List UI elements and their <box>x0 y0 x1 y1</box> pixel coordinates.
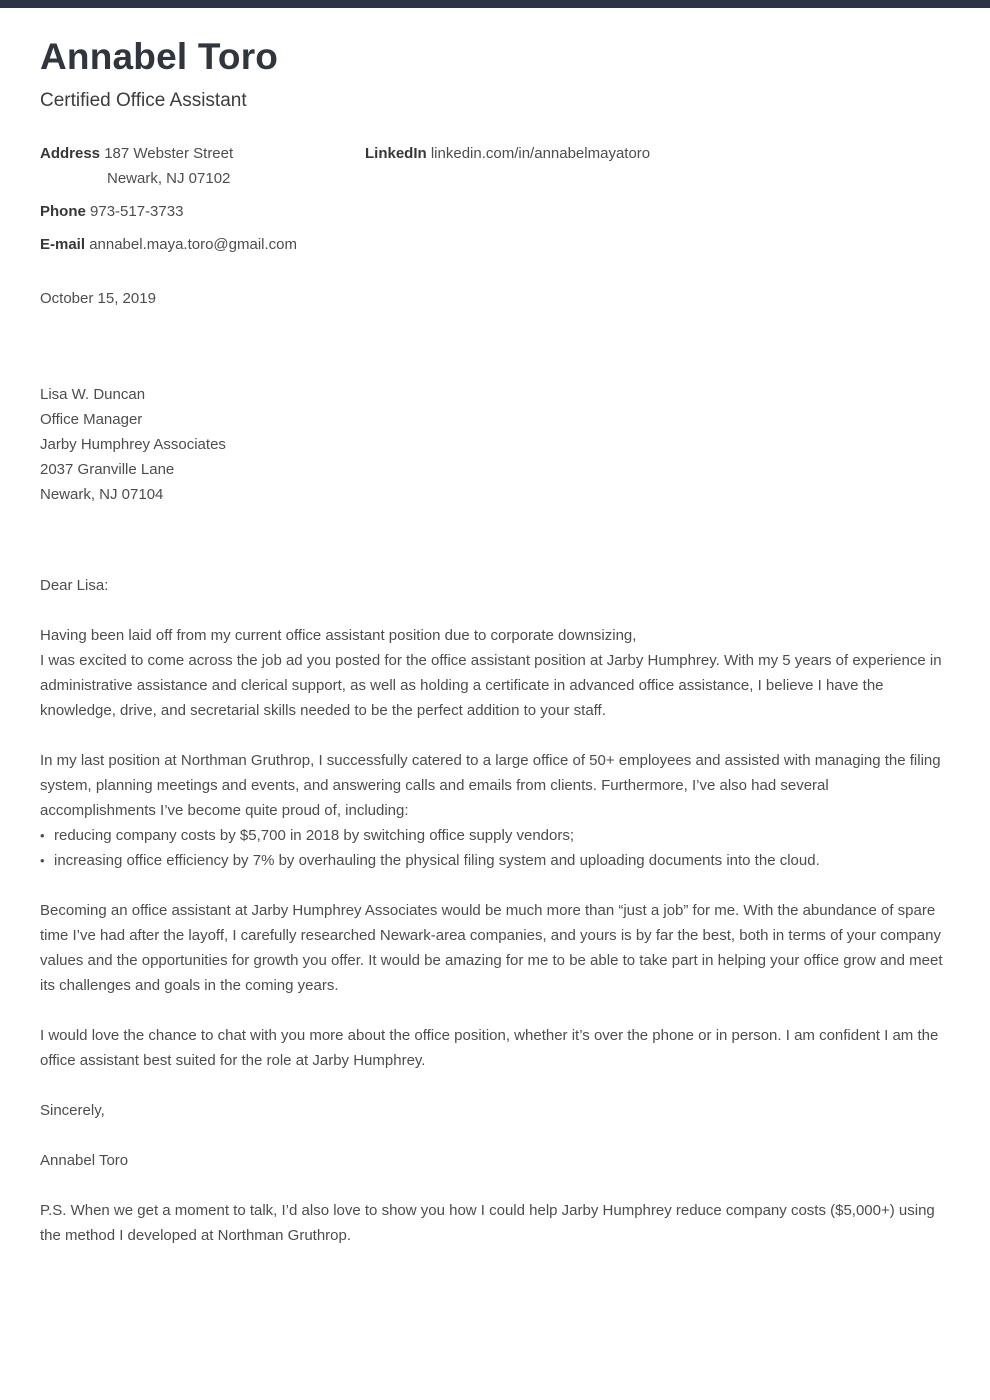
candidate-name: Annabel Toro <box>40 36 279 77</box>
recipient-company: Jarby Humphrey Associates <box>40 436 226 453</box>
list-item <box>40 823 948 848</box>
accomplishment-text: increasing office efficiency by 7% by overhauling the physical filing system and uploading documents into the cloud. <box>54 852 820 869</box>
address-value-line1: 187 Webster Street <box>104 145 234 162</box>
contact-address-line1 <box>40 141 365 166</box>
recipient-street: 2037 Granville Lane <box>40 461 175 478</box>
accomplishment-text: reducing company costs by $5,700 in 2018 by switching office supply vendors; <box>54 827 575 844</box>
signature-name: Annabel Toro <box>40 1152 129 1169</box>
recipient-name: Lisa W. Duncan <box>40 386 146 403</box>
linkedin-value: linkedin.com/in/annabelmayatoro <box>430 145 651 162</box>
paragraph-intro <box>40 623 948 723</box>
candidate-job-title: Certified Office Assistant <box>40 90 247 111</box>
cover-letter-page <box>0 35 990 1248</box>
page-top-accent-bar <box>0 0 990 8</box>
paragraph-experience: In my last position at Northman Gruthrop, I successfully catered to a large office of 50+ employees and assisted with managing the filing system, planning meetings and events, and answering calls and emails from clients. Furthermore, I’ve also had several accomplishments I’ve become quite proud of, including: <box>40 752 941 819</box>
email-value: annabel.maya.toro@gmail.com <box>89 236 298 253</box>
contact-info-section <box>40 141 948 257</box>
linkedin-label: LinkedIn <box>365 145 427 162</box>
salutation: Dear Lisa: <box>40 577 109 594</box>
list-item <box>40 848 948 873</box>
bullet-icon: • <box>40 853 45 868</box>
accomplishments-list <box>40 823 948 873</box>
address-value-line2: Newark, NJ 07102 <box>107 170 231 187</box>
paragraph-intro-line1: Having been laid off from my current office assistant position due to corporate downsizing, <box>40 627 637 644</box>
letter-body <box>40 286 948 1248</box>
contact-phone <box>40 199 365 224</box>
postscript: P.S. When we get a moment to talk, I’d also love to show you how I could help Jarby Humphrey reduce company costs ($5,000+) using the method I developed at Northman Gruthrop. <box>40 1202 935 1244</box>
contact-email <box>40 232 365 257</box>
paragraph-call-to-action: I would love the chance to chat with you more about the office position, whether it’s over the phone or in person. I am confident I am the office assistant best suited for the role at Jarby Humphrey. <box>40 1027 939 1069</box>
recipient-title: Office Manager <box>40 411 143 428</box>
paragraph-intro-rest: I was excited to come across the job ad you posted for the office assistant position at Jarby Humphrey. With my 5 years of experience in administrative assistance and clerical support, as well as holding a certificate in advanced office assistance, I believe I have the knowledge, drive, and secretarial skills needed to be the perfect addition to your staff. <box>40 652 942 719</box>
phone-label: Phone <box>40 203 86 220</box>
bullet-icon: • <box>40 828 45 843</box>
phone-value: 973-517-3733 <box>90 203 184 220</box>
address-label: Address <box>40 145 101 162</box>
recipient-block <box>40 382 948 507</box>
paragraph-motivation: Becoming an office assistant at Jarby Humphrey Associates would be much more than “just a job” for me. With the abundance of spare time I’ve had after the layoff, I carefully researched Newark-area companies, and yours is by far the best, both in terms of your company values and the opportunities for growth you offer. It would be amazing for me to be able to take part in helping your office grow and meet its challenges and goals in the coming years. <box>40 902 943 994</box>
contact-linkedin <box>365 141 948 166</box>
email-label: E-mail <box>40 236 86 253</box>
contact-right-column <box>365 141 948 257</box>
closing: Sincerely, <box>40 1102 105 1119</box>
contact-left-column <box>40 141 365 257</box>
letter-date: October 15, 2019 <box>40 290 156 307</box>
recipient-city: Newark, NJ 07104 <box>40 486 164 503</box>
contact-address <box>40 141 365 191</box>
